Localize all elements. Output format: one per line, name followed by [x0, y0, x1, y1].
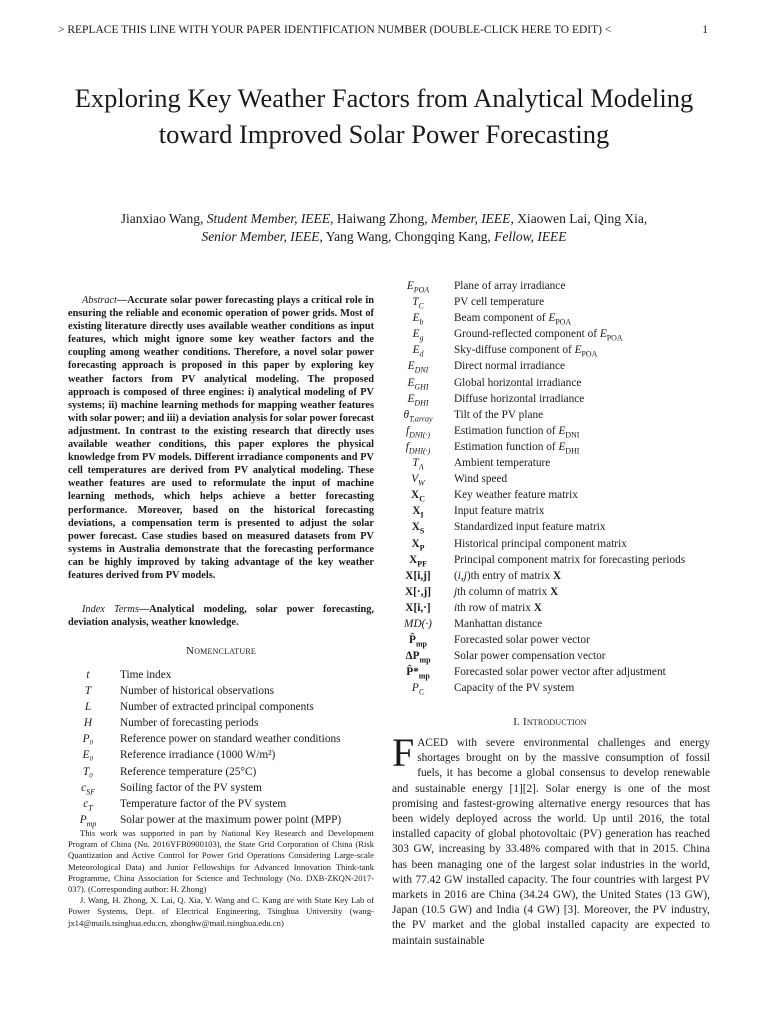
- nomenclature-description: Temperature factor of the PV system: [120, 797, 287, 810]
- nomenclature-symbol: $X_S$: [411, 521, 425, 536]
- nomenclature-symbol: t: [86, 669, 90, 681]
- nomenclature-description: Sky-diffuse component of $E_{POA}$: [454, 344, 598, 359]
- nomenclature-symbol: $c_T$: [83, 797, 93, 812]
- nomenclature-right-row: [392, 439, 722, 455]
- nomenclature-description: Key weather feature matrix: [454, 489, 578, 502]
- nomenclature-right-row: [392, 600, 722, 616]
- nomenclature-description: Direct normal irradiance: [454, 360, 566, 373]
- nomenclature-description: Reference power on standard weather conditions: [120, 733, 341, 746]
- nomenclature-symbol: $\Delta P_{mp}$: [405, 650, 431, 665]
- nomenclature-description: jth column of matrix X: [454, 585, 559, 598]
- nomenclature-right-row: [392, 342, 722, 358]
- nomenclature-description: Diffuse horizontal irradiance: [454, 392, 585, 405]
- nomenclature-right-row: [392, 536, 722, 552]
- introduction-paragraph: [392, 730, 710, 949]
- nomenclature-symbol: X[i,j]: [405, 569, 431, 582]
- nomenclature-right-row: [392, 680, 722, 696]
- nomenclature-symbol: $E_{DNI}$: [407, 360, 429, 375]
- nomenclature-list-right: [392, 278, 722, 696]
- nomenclature-symbol: $X_C$: [411, 489, 425, 504]
- author-line-1: Jianxiao Wang, Student Member, IEEE, Haiwang Zhong, Member, IEEE, Xiaowen Lai, Qing Xia,: [120, 211, 648, 226]
- nomenclature-description: Estimation function of $E_{DHI}$: [454, 440, 580, 456]
- nomenclature-description: Global horizontal irradiance: [454, 376, 582, 389]
- nomenclature-right-row: [392, 584, 722, 600]
- nomenclature-description: Capacity of the PV system: [454, 682, 575, 695]
- nomenclature-right-row: [392, 664, 722, 680]
- nomenclature-description: Historical principal component matrix: [454, 537, 627, 550]
- nomenclature-description: Time index: [120, 669, 172, 681]
- nomenclature-description: Reference irradiance (1000 W/m²): [120, 749, 276, 762]
- nomenclature-description: Principal component matrix for forecasting periods: [454, 553, 686, 566]
- nomenclature-symbol: $X_P$: [411, 537, 425, 552]
- nomenclature-symbol: $E_b$: [412, 312, 424, 327]
- nomenclature-symbol: $X_{PF}$: [409, 553, 427, 568]
- nomenclature-right-row: [392, 423, 722, 439]
- nomenclature-symbol: $P_{mp}$: [79, 813, 97, 829]
- abstract-section: [68, 294, 374, 582]
- nomenclature-description: Ambient temperature: [454, 457, 551, 470]
- introduction-text: ACED with severe environmental challenges and energy shortages brought on by the massive consumption of fossil fuels, it has become a global consensus to develop renewable and sustainable energy [1][2]. Solar energy is one of the most promising and fastest-growing alternative energy resources that has been widely deployed across the world. Up until 2016, the total installed capacity of global photovoltaic (PV) generation has reached 303 GW, increasing by 33.48% compared with that in 2015. China has been managing one of the largest solar industries in the world, with 77.42 GW installed capacity. The four countries with largest PV markets in 2016 are China (34.24 GW), the United States (13 GW), Japan (10.5 GW) and India (4 GW) [3]. Moreover, the PV industry, the PV market and the global installed capacity are expected to maintain sustainable: [392, 737, 710, 947]
- nomenclature-right-row: [392, 326, 722, 342]
- abstract-text: —Accurate solar power forecasting plays a critical role in ensuring the reliable and economic operation of power grids. Most of existing literature directly uses available weather conditions as input features, which might ignore some key weather factors and the coupling among weather conditions. Therefore, a novel solar power forecasting approach is proposed in this paper by exploring key weather factors from PV analytical modeling. The proposed approach is composed of three engines: i) analytical modeling of PV systems; ii) machine learning methods for mapping weather features with solar power; and iii) a deviation analysis for solar power forecast adjustment. In contrast to the existing research that directly uses available weather conditions, this paper explores the physical knowledge from PV models. Different irradiance components and PV cell temperatures are derived from PV analytical modeling. These weather features are used to reformulate the input of machine learning methods, which helps achieve a better forecasting performance. Moreover, based on the historical forecasting deviations, a compensation term is presented to adjust the solar power forecast. Case studies based on measured datasets from PV systems in Australia demonstrate that the forecasting performance can be highly improved by taking advantage of the key weather features derived from PV models.: [68, 295, 374, 581]
- nomenclature-description: Number of historical observations: [120, 685, 275, 698]
- nomenclature-description: Forecasted solar power vector after adjustment: [454, 666, 666, 679]
- nomenclature-symbol: X[i,·]: [405, 601, 431, 614]
- nomenclature-description: Tilt of the PV plane: [454, 408, 544, 421]
- nomenclature-right-row: [392, 519, 722, 535]
- nomenclature-description: Soiling factor of the PV system: [120, 781, 262, 794]
- nomenclature-symbol: $\theta_{T,array}$: [403, 408, 433, 423]
- nomenclature-right-row: [392, 391, 722, 407]
- nomenclature-left-row: [68, 667, 388, 683]
- nomenclature-symbol: $T_A$: [412, 457, 424, 472]
- nomenclature-right-row: [392, 294, 722, 310]
- nomenclature-description: Solar power compensation vector: [454, 650, 606, 663]
- nomenclature-symbol: $E_d$: [412, 344, 424, 359]
- nomenclature-heading: Nomenclature: [186, 645, 256, 657]
- nomenclature-description: Forecasted solar power vector: [454, 634, 590, 647]
- nomenclature-symbol: $P̂*_{mp}$: [406, 666, 430, 681]
- nomenclature-symbol: E₀: [82, 749, 94, 762]
- nomenclature-right-row: [392, 375, 722, 391]
- nomenclature-symbol: $V_W$: [411, 473, 425, 488]
- nomenclature-symbol: $P_C$: [411, 682, 425, 697]
- abstract-paragraph: [68, 294, 374, 582]
- author-list: [60, 210, 708, 246]
- nomenclature-right-row: [392, 648, 722, 664]
- nomenclature-right-row: [392, 455, 722, 471]
- affiliation-note: J. Wang, H. Zhong, X. Lai, Q. Xia, Y. Wang and C. Kang are with State Key Lab of Power Systems, Dept. of Electrical Engineering, Tsinghua University (wang-jx14@mails.tsinghua.edu.cn, zhonghw@mail.tsinghua.edu.cn): [68, 895, 374, 928]
- nomenclature-right-row: [392, 568, 722, 584]
- nomenclature-symbol: T₀: [82, 765, 94, 778]
- nomenclature-right-row: [392, 487, 722, 503]
- nomenclature-symbol: P₀: [82, 733, 94, 746]
- footnote: [68, 828, 374, 929]
- nomenclature-right-row: [392, 616, 722, 632]
- nomenclature-right-row: [392, 552, 722, 568]
- nomenclature-description: PV cell temperature: [454, 296, 545, 309]
- nomenclature-description: Reference temperature (25°C): [120, 765, 257, 778]
- nomenclature-symbol: $c_{SF}$: [81, 781, 95, 796]
- nomenclature-left-row: [68, 747, 388, 763]
- nomenclature-description: Number of forecasting periods: [120, 717, 259, 730]
- nomenclature-description: Estimation function of $E_{DNI}$: [454, 424, 580, 440]
- nomenclature-symbol: $E_{POA}$: [406, 280, 430, 295]
- nomenclature-symbol: $E_{DHI}$: [407, 392, 429, 407]
- author-line-2: Senior Member, IEEE, Yang Wang, Chongqing Kang, Fellow, IEEE: [201, 229, 567, 244]
- nomenclature-symbol: $f_{DHI(\cdot)}$: [405, 440, 431, 456]
- running-header: [58, 24, 708, 36]
- index-terms-label: Index Terms: [82, 604, 139, 615]
- nomenclature-left-row: [68, 731, 388, 747]
- nomenclature-description: Number of extracted principal components: [120, 701, 314, 714]
- nomenclature-right-row: [392, 358, 722, 374]
- nomenclature-symbol: $E_g$: [412, 328, 424, 343]
- introduction-heading: I. Introduction: [513, 716, 587, 728]
- nomenclature-list-left: [68, 667, 388, 828]
- nomenclature-symbol: T: [84, 685, 92, 698]
- nomenclature-symbol: H: [83, 717, 93, 730]
- nomenclature-description: Ground-reflected component of $E_{POA}$: [454, 328, 623, 343]
- nomenclature-symbol: $E_{GHI}$: [407, 376, 429, 391]
- nomenclature-symbol: $P̂_{mp}$: [409, 634, 427, 649]
- paper-title: Exploring Key Weather Factors from Analytical Modeling toward Improved Solar Power Forecasting: [74, 83, 694, 149]
- nomenclature-left-row: [68, 796, 388, 812]
- funding-note: This work was supported in part by National Key Research and Development Program of China (No. 2016YFB0900103), the State Grid Corporation of China (Risk Quantization and Active Control for Power Grid Operations Considering Large-scale Meteorological Data) and Junior Fellowships for Advanced Innovation Think-tank Programme, China Association for Science and Technology (No. DXB-ZKQN-2017-037). (Corresponding author: H. Zhong): [68, 828, 374, 895]
- nomenclature-description: (i,j)th entry of matrix X: [454, 569, 562, 582]
- nomenclature-left-row: [68, 715, 388, 731]
- nomenclature-symbol: $f_{DNI(\cdot)}$: [406, 424, 430, 440]
- nomenclature-left-row: [68, 699, 388, 715]
- nomenclature-right-row: [392, 278, 722, 294]
- nomenclature-symbol: $T_C$: [412, 296, 424, 311]
- nomenclature-description: Wind speed: [454, 473, 508, 486]
- nomenclature-left-row: [68, 683, 388, 699]
- nomenclature-description: Standardized input feature matrix: [454, 521, 606, 534]
- nomenclature-description: Input feature matrix: [454, 505, 545, 518]
- abstract-label: Abstract: [82, 295, 117, 306]
- nomenclature-symbol: X[·,j]: [404, 585, 432, 598]
- drop-cap: F: [392, 730, 415, 775]
- nomenclature-description: Beam component of $E_{POA}$: [454, 312, 572, 327]
- nomenclature-right-row: [392, 310, 722, 326]
- nomenclature-description: Plane of array irradiance: [454, 280, 566, 292]
- nomenclature-right-row: [392, 503, 722, 519]
- nomenclature-left-row: [68, 764, 388, 780]
- page-number: 1: [702, 24, 708, 36]
- nomenclature-left-row: [68, 780, 388, 796]
- index-terms-paragraph: [68, 603, 374, 629]
- index-terms-text: —Analytical modeling, solar power forecasting, deviation analysis, weather knowledge.: [68, 604, 374, 629]
- nomenclature-description: Solar power at the maximum power point (MPP): [120, 813, 342, 826]
- nomenclature-description: Manhattan distance: [454, 617, 543, 630]
- nomenclature-description: ith row of matrix X: [454, 601, 542, 614]
- nomenclature-right-row: [392, 471, 722, 487]
- nomenclature-left-row: [68, 812, 388, 828]
- running-head-text: > REPLACE THIS LINE WITH YOUR PAPER IDENTIFICATION NUMBER (DOUBLE-CLICK HERE TO EDIT) <: [58, 24, 612, 36]
- nomenclature-right-row: [392, 632, 722, 648]
- nomenclature-symbol: L: [84, 701, 92, 714]
- nomenclature-symbol: MD(·): [404, 617, 432, 630]
- nomenclature-right-row: [392, 407, 722, 423]
- nomenclature-symbol: $X_I$: [412, 505, 424, 520]
